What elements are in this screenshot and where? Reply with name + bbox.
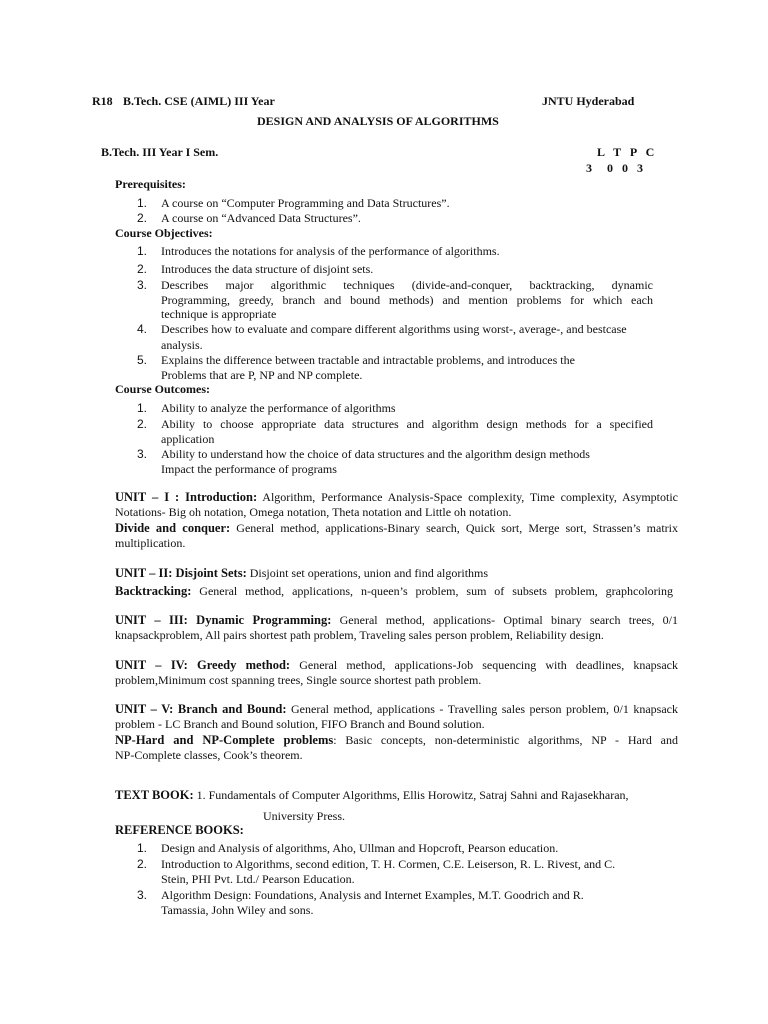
unit-4-text: General method, applications-Job sequencing with deadlines, knapsack [290,658,678,672]
objective-item: Describes major algorithmic techniques (divide-and-conquer, backtracking, dynamic [161,278,653,292]
unit-3-line-2: knapsackproblem, All pairs shortest path problem, Traveling sales person problem, Reliability design. [115,628,604,642]
reference-item-cont: Stein, PHI Pvt. Ltd./ Pearson Education. [161,872,355,886]
unit-2-text: Disjoint set operations, union and find algorithms [246,566,489,580]
outcome-item: Ability to understand how the choice of data structures and the algorithm design methods [161,447,590,461]
outcome-item-cont: application [161,432,215,446]
reference-item-cont: Tamassia, John Wiley and sons. [161,903,314,917]
list-number: 2. [137,211,148,225]
unit-3-label: UNIT – III: Dynamic Programming: [115,613,332,627]
list-number: 1. [137,244,148,258]
unit-1-subtopic [115,521,678,536]
objective-item-cont: Programming, greedy, branch and bound methods) and mention problems for which each [161,293,653,307]
unit-2-label: UNIT – II: Disjoint Sets: [115,566,247,580]
objective-item: Introduces the data structure of disjoint sets. [161,262,374,276]
objective-item: Introduces the notations for analysis of the performance of algorithms. [161,244,500,258]
prerequisite-item: A course on “Computer Programming and Data Structures”. [161,196,450,210]
list-number: 1. [137,841,148,855]
unit-4-label: UNIT – IV: Greedy method: [115,658,291,672]
reference-item: Introduction to Algorithms, second edition, T. H. Cormen, C.E. Leiserson, R. L. Rivest, and C. [161,857,616,871]
regulation-code: R18 [92,94,113,108]
list-number: 3. [137,278,148,292]
ltpc-values: 3 0 0 3 [586,161,643,175]
outcomes-heading: Course Outcomes: [115,382,210,396]
objective-item: Describes how to evaluate and compare different algorithms using worst-, average-, and bestcase [161,322,627,336]
list-number: 1. [137,196,148,210]
university-name: JNTU Hyderabad [542,94,635,108]
list-number: 3. [137,447,148,461]
divide-conquer-label: Divide and conquer: [115,521,231,535]
list-number: 4. [137,322,148,336]
objective-item: Explains the difference between tractable and intractable problems, and introduces the [161,353,575,367]
unit-5-subtopic-cont: NP-Complete classes, Cook’s theorem. [115,748,303,762]
list-number: 3. [137,888,148,902]
list-number: 2. [137,417,148,431]
unit-5-label: UNIT – V: Branch and Bound: [115,702,287,716]
backtracking-label: Backtracking: [115,584,192,598]
unit-1-subtopic-cont: multiplication. [115,536,186,550]
unit-4-line-1 [115,658,678,673]
prerequisites-heading: Prerequisites: [115,177,186,191]
unit-5-subtopic [115,733,678,748]
outcome-item-cont: Impact the performance of programs [161,462,337,476]
unit-5-line-2: problem - LC Branch and Bound solution, FIFO Branch and Bound solution. [115,717,485,731]
unit-2-subtopic [115,584,673,599]
textbook-line-1 [115,788,629,803]
unit-3-text: General method, applications- Optimal binary search trees, 0/1 [331,613,678,627]
outcome-item: Ability to choose appropriate data structures and algorithm design methods for a specified [161,417,653,431]
textbook-label: TEXT BOOK: [115,788,194,802]
ltpc-labels: L T P C [597,145,655,159]
divide-conquer-text: General method, applications-Binary search, Quick sort, Merge sort, Strassen’s matrix [230,521,678,535]
unit-1-line-1 [115,490,678,505]
unit-4-line-2: problem,Minimum cost spanning trees, Single source shortest path problem. [115,673,482,687]
references-heading: REFERENCE BOOKS: [115,823,244,837]
objective-item-cont: analysis. [161,338,203,352]
prerequisite-item: A course on “Advanced Data Structures”. [161,211,361,225]
np-problems-text: : Basic concepts, non-deterministic algorithms, NP - Hard and [333,733,678,747]
objective-item-cont: technique is appropriate [161,307,277,321]
list-number: 1. [137,401,148,415]
list-number: 5. [137,353,148,367]
textbook-line-2: University Press. [263,809,345,823]
objectives-heading: Course Objectives: [115,226,213,240]
semester-label: B.Tech. III Year I Sem. [101,145,219,159]
unit-2-line-1 [115,566,488,581]
unit-5-text: General method, applications - Travelling sales person problem, 0/1 knapsack [286,702,678,716]
textbook-text: 1. Fundamentals of Computer Algorithms, Ellis Horowitz, Satraj Sahni and Rajasekharan, [193,788,629,802]
objective-item-cont: Problems that are P, NP and NP complete. [161,368,363,382]
unit-1-label: UNIT – I : Introduction: [115,490,258,504]
reference-item: Design and Analysis of algorithms, Aho, Ullman and Hopcroft, Pearson education. [161,841,559,855]
unit-1-text: Algorithm, Performance Analysis-Space complexity, Time complexity, Asymptotic [257,490,679,504]
np-problems-label: NP-Hard and NP-Complete problems [115,733,334,747]
unit-3-line-1 [115,613,678,628]
list-number: 2. [137,857,148,871]
program-title: B.Tech. CSE (AIML) III Year [123,94,275,108]
reference-item: Algorithm Design: Foundations, Analysis and Internet Examples, M.T. Goodrich and R. [161,888,584,902]
outcome-item: Ability to analyze the performance of algorithms [161,401,396,415]
unit-5-line-1 [115,702,678,717]
course-title: DESIGN AND ANALYSIS OF ALGORITHMS [257,114,499,128]
backtracking-text: General method, applications, n-queen’s problem, sum of subsets problem, graphcoloring [191,584,673,598]
list-number: 2. [137,262,148,276]
unit-1-line-2: Notations- Big oh notation, Omega notation, Theta notation and Little oh notation. [115,505,512,519]
